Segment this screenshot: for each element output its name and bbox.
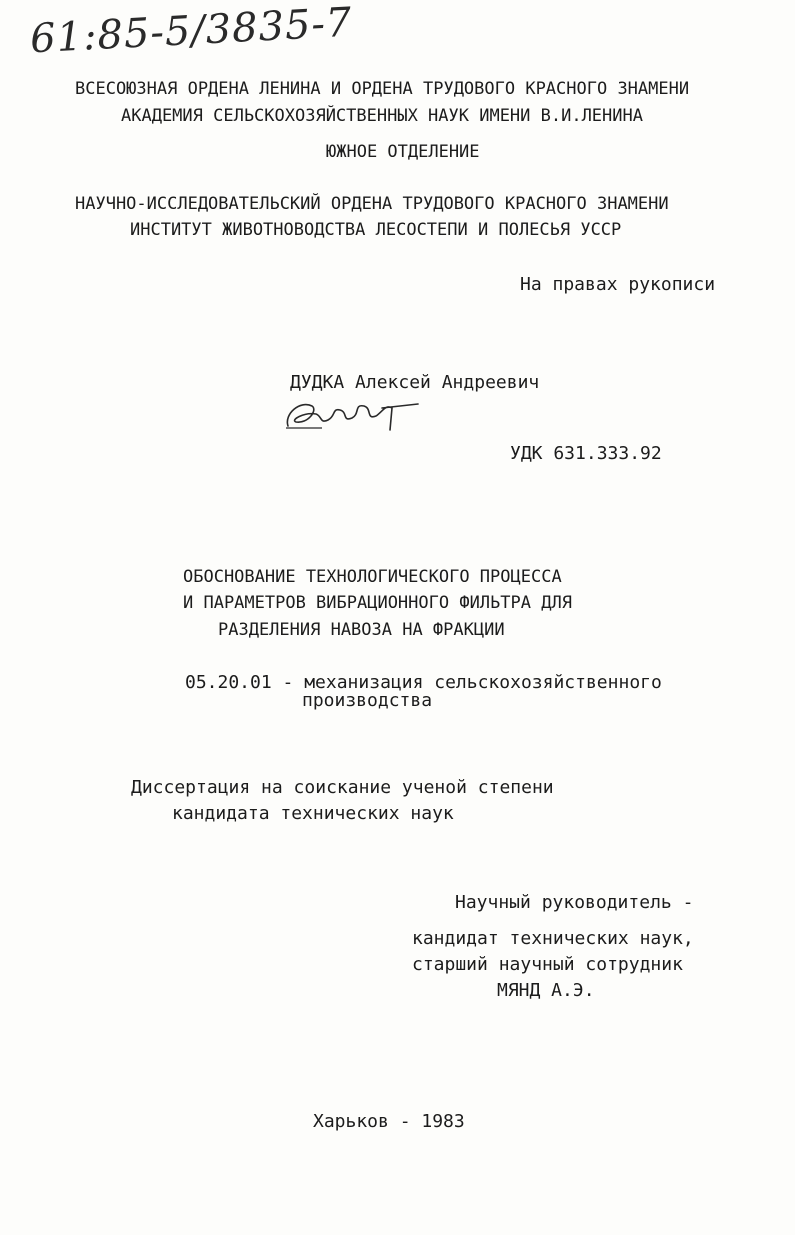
institute-line-1: НАУЧНО-ИССЛЕДОВАТЕЛЬСКИЙ ОРДЕНА ТРУДОВОГО КРАСНОГО ЗНАМЕНИ (75, 194, 669, 214)
title-line-3: РАЗДЕЛЕНИЯ НАВОЗА НА ФРАКЦИИ (218, 620, 505, 640)
institute-line-2: ИНСТИТУТ ЖИВОТНОВОДСТВА ЛЕСОСТЕПИ И ПОЛЕСЬЯ УССР (130, 220, 622, 240)
supervisor-line-3: старший научный сотрудник (412, 954, 683, 975)
title-line-2: И ПАРАМЕТРОВ ВИБРАЦИОННОГО ФИЛЬТРА ДЛЯ (183, 593, 572, 613)
institution-line-2: АКАДЕМИЯ СЕЛЬСКОХОЗЯЙСТВЕННЫХ НАУК ИМЕНИ В.И.ЛЕНИНА (121, 106, 643, 126)
author-name: ДУДКА Алексей Андреевич (290, 372, 540, 393)
city-year: Харьков - 1983 (313, 1111, 465, 1132)
title-line-1: ОБОСНОВАНИЕ ТЕХНОЛОГИЧЕСКОГО ПРОЦЕССА (183, 567, 562, 587)
archive-mark: 61:85-5/3835-7 (29, 0, 354, 63)
supervisor-line-2: кандидат технических наук, (412, 928, 694, 949)
supervisor-line-1: Научный руководитель - (455, 892, 694, 913)
institution-line-1: ВСЕСОЮЗНАЯ ОРДЕНА ЛЕНИНА И ОРДЕНА ТРУДОВОГО КРАСНОГО ЗНАМЕНИ (75, 79, 690, 99)
specialty-line-2: производства (302, 690, 433, 711)
degree-line-1: Диссертация на соискание ученой степени (131, 777, 554, 798)
branch-name: ЮЖНОЕ ОТДЕЛЕНИЕ (326, 142, 480, 162)
supervisor-name: МЯНД А.Э. (497, 980, 595, 1001)
degree-line-2: кандидата технических наук (172, 803, 454, 824)
manuscript-note: На правах рукописи (520, 274, 716, 295)
specialty-line-1: 05.20.01 - механизация сельскохозяйственного (185, 672, 662, 693)
udc-code: УДК 631.333.92 (510, 443, 662, 464)
author-signature (282, 392, 427, 434)
